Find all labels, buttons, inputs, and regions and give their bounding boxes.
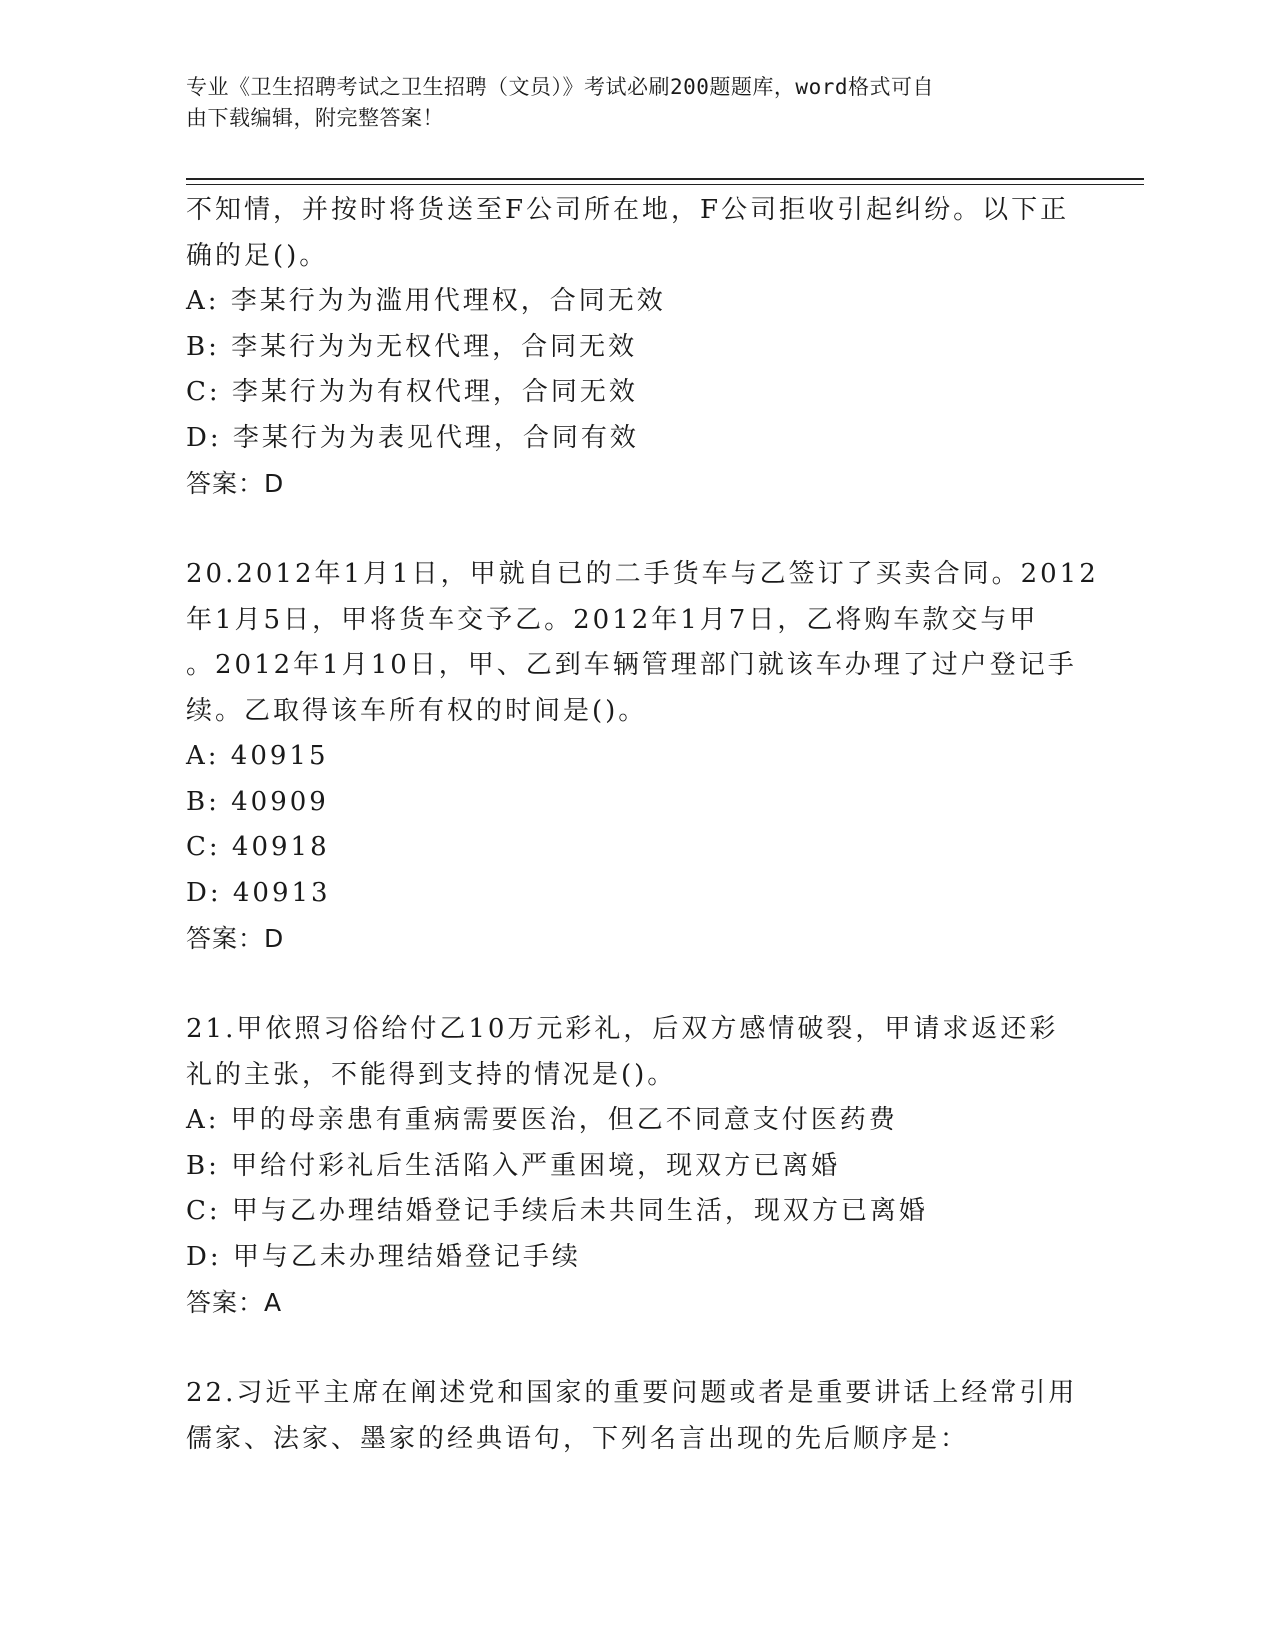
option-c: C: 李某行为为有权代理，合同无效 (186, 377, 638, 407)
option-b: B: 40909 (186, 786, 329, 817)
option-d: D: 40913 (186, 877, 331, 908)
question-continuation (186, 188, 1086, 507)
answer-line: 答案：A (186, 1288, 283, 1317)
question-text-line: 。2012年1月10日，甲、乙到车辆管理部门就该车办理了过户登记手 (186, 650, 1077, 680)
question-text-line: 礼的主张，不能得到支持的情况是()。 (186, 1059, 677, 1090)
question-spacer (186, 962, 1086, 1008)
question-22 (186, 1371, 1086, 1462)
option-a: A: 甲的母亲患有重病需要医治，但乙不同意支付医药费 (186, 1105, 898, 1135)
option-b: B: 甲给付彩礼后生活陷入严重困境，现双方已离婚 (186, 1150, 841, 1181)
question-spacer (186, 1326, 1086, 1372)
header-line-1: 专业《卫生招聘考试之卫生招聘（文员）》考试必刷200题题库，word格式可自 (186, 75, 934, 99)
document-body (186, 188, 1099, 1462)
question-text-line: 年1月5日，甲将货车交予乙。2012年1月7日，乙将购车款交与甲 (186, 604, 1039, 635)
answer-line: 答案：D (186, 924, 285, 953)
question-text-line: 20.2012年1月1日，甲就自已的二手货车与乙签订了买卖合同。2012 (186, 559, 1099, 589)
header-line-2: 由下载编辑，附完整答案！ (186, 106, 444, 130)
question-text-line: 21.甲依照习俗给付乙10万元彩礼，后双方感情破裂，甲请求返还彩 (186, 1014, 1059, 1044)
option-a: A: 李某行为为滥用代理权，合同无效 (186, 286, 666, 316)
answer-line: 答案：D (186, 469, 285, 498)
option-d: D: 李某行为为表见代理，合同有效 (186, 422, 639, 453)
question-21 (186, 1007, 1086, 1326)
question-text-line: 续。乙取得该车所有权的时间是()。 (186, 695, 648, 726)
question-text-line: 不知情，并按时将货送至F公司所在地，F公司拒收引起纠纷。以下正 (186, 195, 1070, 225)
option-a: A: 40915 (186, 741, 329, 771)
option-d: D: 甲与乙未办理结婚登记手续 (186, 1241, 581, 1272)
option-c: C: 甲与乙办理结婚登记手续后未共同生活，现双方已离婚 (186, 1196, 928, 1226)
question-text-line: 确的足()。 (186, 240, 329, 271)
question-text-line: 22.习近平主席在阐述党和国家的重要问题或者是重要讲话上经常引用 (186, 1378, 1078, 1408)
document-header (186, 72, 1066, 134)
option-c: C: 40918 (186, 832, 330, 862)
question-spacer (186, 507, 1086, 553)
question-text-line: 儒家、法家、墨家的经典语句，下列名言出现的先后顺序是： (186, 1423, 970, 1454)
question-20 (186, 552, 1099, 962)
option-b: B: 李某行为为无权代理，合同无效 (186, 331, 638, 362)
header-divider (186, 178, 1144, 180)
header-divider-thin (186, 184, 1144, 185)
